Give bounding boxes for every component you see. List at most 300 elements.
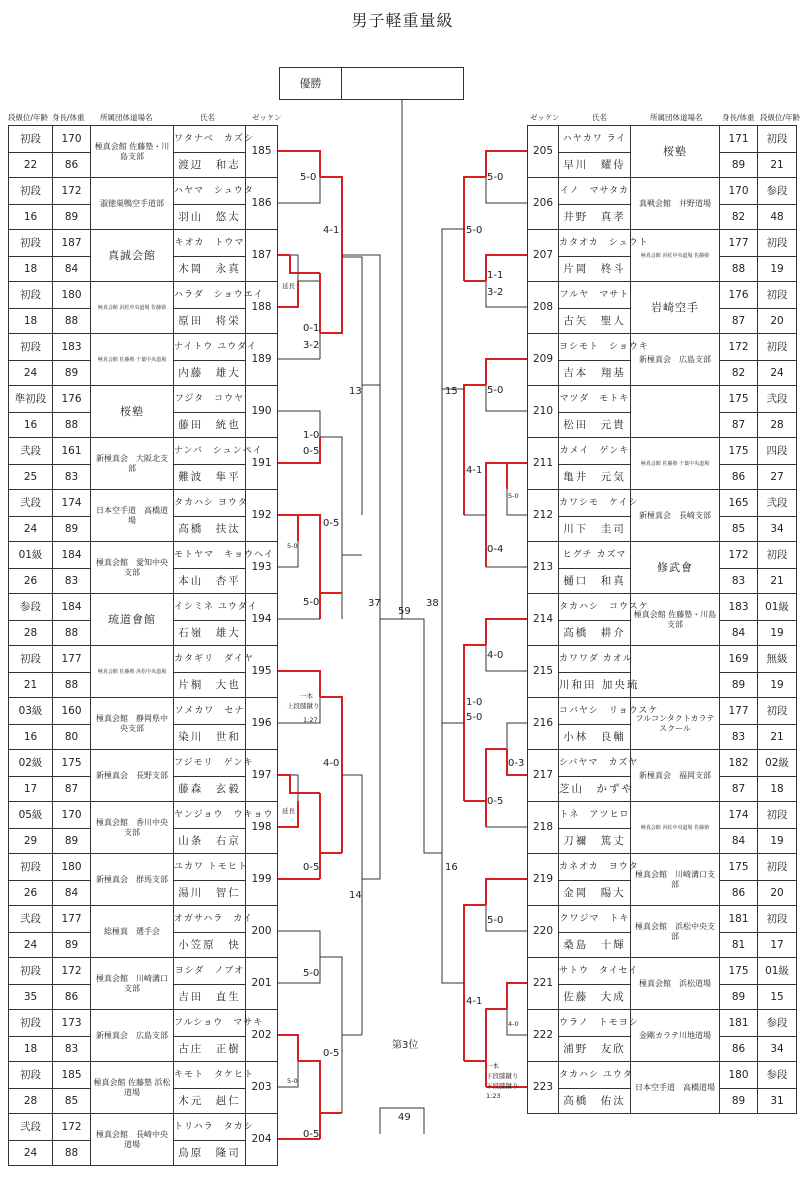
score-label: 0-3: [508, 758, 525, 769]
name-kanji: 内藤 雄大: [178, 367, 241, 379]
rank: 初段: [9, 1062, 52, 1089]
zekken-number: 210: [532, 405, 554, 417]
winner-path: [464, 385, 486, 515]
weight: 83: [731, 575, 746, 587]
score-label: 4-1: [466, 996, 483, 1007]
name-kana: イノ マサタカ: [559, 178, 630, 205]
score-label: 5-0: [300, 172, 317, 183]
age: 24: [23, 1147, 38, 1159]
weight: 87: [731, 315, 746, 327]
decision-label: 上段膝蹴り: [287, 702, 320, 710]
name-kanji: 樋口 和真: [563, 575, 626, 587]
weight: 84: [731, 627, 746, 639]
name-kana: モトヤマ キョウヘイ: [174, 542, 245, 569]
age: 27: [770, 471, 784, 483]
winner-path: [464, 645, 486, 801]
zekken-number: 206: [532, 197, 554, 209]
name-kanji: 高橋 耕介: [563, 627, 626, 639]
age: 16: [23, 419, 38, 431]
zekken-number: 187: [251, 249, 272, 261]
bracket-line: [442, 229, 464, 463]
weight: 83: [64, 1043, 79, 1055]
weight: 82: [731, 211, 746, 223]
height: 175: [720, 958, 757, 985]
zekken-number: 205: [532, 145, 554, 157]
score-label: 0-5: [303, 446, 320, 457]
score-label: 5-0: [303, 968, 320, 979]
name-kanji: 川下 圭司: [563, 523, 626, 535]
header-rank-age: 段級位/年齢: [760, 113, 801, 122]
club-name: 極真会館 川崎溝口支部: [635, 869, 715, 889]
name-kana: カメイ ゲンキ: [559, 438, 630, 465]
zekken-number: 189: [251, 353, 272, 365]
weight: 80: [64, 731, 79, 743]
weight: 84: [64, 263, 79, 275]
name-kanji: 金岡 陽大: [563, 887, 626, 899]
age: 18: [770, 783, 784, 795]
name-kanji: 小林 良輔: [563, 731, 626, 743]
height: 184: [53, 542, 90, 569]
score-label: 5-0: [466, 712, 483, 723]
winner-path: [486, 359, 527, 385]
age: 17: [23, 783, 38, 795]
score-label: 5-0: [287, 542, 298, 550]
rank: 四段: [758, 438, 796, 465]
zekken-number: 223: [532, 1081, 554, 1093]
name-kana: キモト タケヒト: [174, 1062, 245, 1089]
name-kana: タカハシ ヨウタ: [174, 490, 245, 517]
rank: 無級: [758, 646, 796, 673]
score-label: 5-0: [508, 492, 519, 500]
name-kanji: 片岡 柊斗: [563, 263, 626, 275]
name-kana: ウラノ トモヨシ: [559, 1010, 630, 1037]
height: 172: [720, 542, 757, 569]
height: 177: [53, 646, 90, 673]
header-height-weight: 身長/体重: [722, 113, 755, 122]
rank: 初段: [9, 334, 52, 361]
weight: 85: [731, 523, 746, 535]
rank: 弐段: [758, 490, 796, 517]
score-label: 4-1: [323, 225, 340, 236]
age: 15: [770, 991, 784, 1003]
name-kanji: 木元 赳仁: [178, 1095, 241, 1107]
height: 180: [53, 854, 90, 881]
height: 180: [53, 282, 90, 309]
weight: 83: [64, 471, 79, 483]
age: 28: [23, 1095, 38, 1107]
zekken-number: 186: [251, 197, 272, 209]
name-kanji: 川和田 加央琉: [559, 679, 640, 691]
bracket-line: [380, 100, 402, 619]
club-name: 極真会館 浜松中央道場 佐藤塾: [97, 304, 167, 311]
match-number: 59: [398, 606, 411, 617]
club-name: 極真会館 浜松中央道場 佐藤塾: [640, 252, 710, 259]
club-name: 新極真会 群馬支部: [96, 874, 168, 884]
age: 16: [23, 731, 38, 743]
rank: 初段: [758, 698, 796, 725]
club-name: 極真会館 川崎溝口支部: [96, 973, 168, 993]
club-name: 修武會: [657, 560, 693, 574]
bracket-line: [362, 385, 380, 879]
rank: 初段: [758, 334, 796, 361]
zekken-number: 193: [251, 561, 272, 573]
winner-path: [486, 879, 527, 905]
name-kana: イシミネ ユウダイ: [174, 594, 245, 621]
zekken-number: 213: [532, 561, 554, 573]
weight: 88: [64, 1147, 79, 1159]
club-name: 岩崎空手: [651, 300, 699, 314]
weight: 87: [64, 783, 79, 795]
name-kanji: 吉本 翔基: [563, 367, 626, 379]
name-kana: サトウ タイセイ: [559, 958, 630, 985]
score-label: 0-1: [303, 323, 320, 334]
name-kanji: 湯川 智仁: [178, 887, 241, 899]
zekken-number: 197: [251, 769, 272, 781]
rank: 01級: [9, 542, 52, 569]
club-name: 極真会館 浜松中央道場 佐藤塾: [640, 824, 710, 831]
club-name: 桜塾: [663, 144, 687, 158]
club-name: 新極真会 広島支部: [96, 1030, 168, 1040]
zekken-number: 196: [251, 717, 272, 729]
height: 177: [53, 906, 90, 933]
age: 34: [770, 523, 784, 535]
weight: 86: [64, 991, 79, 1003]
club-name: 新極真会 大阪北支部: [96, 453, 168, 473]
match-number: 15: [445, 386, 458, 397]
winner-path: [278, 1035, 298, 1061]
name-kanji: 染川 世和: [178, 731, 241, 743]
height: 183: [720, 594, 757, 621]
age: 22: [23, 159, 38, 171]
name-kanji: 藤森 玄毅: [178, 783, 241, 795]
zekken-number: 209: [532, 353, 554, 365]
weight: 84: [64, 887, 79, 899]
rank: 参段: [758, 1010, 796, 1037]
name-kanji: 難波 隼平: [178, 471, 241, 483]
age: 19: [770, 835, 784, 847]
rank: 01級: [758, 594, 796, 621]
name-kanji: 羽山 悠太: [178, 211, 241, 223]
club-name: 金剛カラテ川地道場: [639, 1030, 711, 1040]
rank: 初段: [758, 802, 796, 829]
zekken-number: 191: [251, 457, 272, 469]
name-kana: キオカ トウマ: [174, 230, 245, 257]
height: 172: [720, 334, 757, 361]
club-name: 極真会館 長崎中央道場: [96, 1129, 168, 1149]
club-name: 淑徳巣鴨空手道部: [100, 198, 164, 208]
age: 24: [770, 367, 784, 379]
name-kanji: 芝山 かずや: [559, 783, 634, 795]
height: 170: [53, 802, 90, 829]
score-label: 5-0: [487, 385, 504, 396]
bracket-line: [402, 463, 442, 853]
bracket-line: [342, 775, 362, 1035]
winner-path: [278, 515, 298, 541]
name-kana: シバヤマ カズヤ: [559, 750, 630, 777]
score-label: 1-0: [466, 697, 483, 708]
club-name: 極真会館 佐藤塾 千葉中央道場: [640, 460, 710, 467]
height: 160: [53, 698, 90, 725]
age: 25: [23, 471, 38, 483]
name-kanji: 高橋 扶汰: [178, 523, 241, 535]
age: 20: [770, 887, 784, 899]
rank: 01級: [758, 958, 796, 985]
weight: 86: [731, 471, 746, 483]
bracket-line: [442, 723, 464, 983]
age: 18: [23, 315, 38, 327]
height: 181: [720, 1010, 757, 1037]
score-label: 延長: [282, 282, 295, 290]
score-label: 5-0: [487, 915, 504, 926]
club-name: 新極真会 長崎支部: [639, 510, 711, 520]
rank: 弐段: [9, 438, 52, 465]
club-name: 琉道會館: [108, 612, 156, 626]
club-name: 総極真 選手会: [104, 926, 160, 936]
winner-path: [486, 749, 507, 827]
height: 170: [53, 126, 90, 153]
age: 31: [770, 1095, 784, 1107]
weight: 89: [64, 211, 79, 223]
name-kana: クワジマ トキ: [559, 906, 630, 933]
height: 187: [53, 230, 90, 257]
club-name: フルコンタクトカラテスクール: [635, 713, 715, 733]
name-kana: ハヤカワ ライ: [559, 126, 630, 153]
club-name: 極真会館 佐藤塾 千葉中央道場: [97, 356, 167, 363]
weight: 83: [64, 575, 79, 587]
name-kana: オガサハラ カイ: [174, 906, 245, 933]
club-name: 極真会館 佐藤塾 浜松道場: [93, 1077, 171, 1097]
weight: 82: [731, 367, 746, 379]
name-kanji: 鳥原 隆司: [178, 1147, 241, 1159]
third-place-label: 第3位: [392, 1040, 419, 1051]
age: 28: [23, 627, 38, 639]
name-kana: ヨシモト ショウキ: [559, 334, 630, 361]
zekken-number: 195: [251, 665, 272, 677]
weight: 89: [731, 159, 746, 171]
height: 176: [720, 282, 757, 309]
height: 175: [720, 854, 757, 881]
age: 24: [23, 367, 38, 379]
score-label: 4-0: [323, 758, 340, 769]
club-name: 極真会館 香川中央支部: [96, 817, 168, 837]
match-number: 38: [426, 598, 439, 609]
rank: 初段: [758, 854, 796, 881]
weight: 88: [64, 419, 79, 431]
name-kanji: 片桐 大也: [178, 679, 241, 691]
weight: 89: [64, 523, 79, 535]
bracket-line: [278, 255, 298, 281]
name-kanji: 刀禰 篤丈: [563, 835, 626, 847]
zekken-number: 211: [532, 457, 554, 469]
name-kana: タカハシ コウスケ: [559, 594, 630, 621]
name-kana: ソメカワ セナ: [174, 698, 245, 725]
club-name: 極真会館 浜松中央支部: [635, 921, 715, 941]
club-name: 極真会館 佐藤塾 浜松中央道場: [97, 668, 167, 675]
name-kanji: 古矢 聖人: [563, 315, 626, 327]
rank: 03級: [9, 698, 52, 725]
bracket-line: [342, 255, 380, 624]
zekken-number: 204: [251, 1133, 272, 1145]
winner-path: [278, 775, 320, 793]
score-label: 3-2: [487, 287, 504, 298]
club-name: 極真会館 浜松道場: [639, 978, 711, 988]
zekken-number: 217: [532, 769, 554, 781]
name-kana: トネ アツヒロ: [559, 802, 630, 829]
age: 26: [23, 887, 38, 899]
name-kana: ヨシダ ノブオ: [174, 958, 245, 985]
header-zekken: ゼッケン: [530, 113, 560, 122]
decision-label: 一本: [300, 692, 313, 700]
name-kanji: 高橋 佑汰: [563, 1095, 626, 1107]
age: 20: [770, 315, 784, 327]
name-kanji: 亀井 元気: [563, 471, 626, 483]
club-name: 新極真会 広島支部: [639, 354, 711, 364]
score-label: 3-2: [303, 340, 320, 351]
age: 19: [770, 679, 784, 691]
zekken-number: 199: [251, 873, 272, 885]
zekken-number: 214: [532, 613, 554, 625]
age: 21: [770, 731, 784, 743]
zekken-number: 212: [532, 509, 554, 521]
name-kanji: 佐藤 大成: [563, 991, 626, 1003]
zekken-number: 208: [532, 301, 554, 313]
age: 16: [23, 211, 38, 223]
score-label: 5-0: [466, 225, 483, 236]
decision-label: 下段膝蹴り: [486, 1072, 519, 1080]
height: 170: [720, 178, 757, 205]
age: 35: [23, 991, 38, 1003]
height: 177: [720, 230, 757, 257]
name-kanji: 藤田 統也: [178, 419, 241, 431]
height: 172: [53, 178, 90, 205]
name-kana: フジモリ ゲンキ: [174, 750, 245, 777]
height: 181: [720, 906, 757, 933]
age: 29: [23, 835, 38, 847]
height: 174: [53, 490, 90, 517]
header-club: 所属団体道場名: [100, 113, 153, 122]
name-kanji: 桑島 十輝: [563, 939, 626, 951]
winner-path: [320, 287, 342, 333]
height: 184: [53, 594, 90, 621]
height: 165: [720, 490, 757, 517]
age: 26: [23, 575, 38, 587]
name-kana: ワタナベ カズシ: [174, 126, 245, 153]
name-kana: タカハシ ユウタ: [559, 1062, 630, 1089]
age: 19: [770, 627, 784, 639]
rank: 05級: [9, 802, 52, 829]
weight: 88: [64, 627, 79, 639]
rank: 参段: [9, 594, 52, 621]
page-title: 男子軽重量級: [351, 11, 454, 30]
name-kana: マツダ モトキ: [559, 386, 630, 413]
match-number: 16: [445, 862, 458, 873]
rank: 準初段: [9, 386, 52, 413]
zekken-number: 185: [251, 145, 272, 157]
weight: 88: [731, 263, 746, 275]
rank: 初段: [758, 230, 796, 257]
winner-path: [278, 671, 320, 697]
age: 17: [770, 939, 784, 951]
match-number: 14: [349, 890, 362, 901]
rank: 初段: [9, 958, 52, 985]
name-kana: カワワダ カオル: [559, 646, 630, 673]
winner-path: [290, 255, 320, 273]
club-name: 日本空手道 高橋道場: [96, 505, 168, 525]
weight: 89: [731, 679, 746, 691]
name-kanji: 山条 右京: [178, 835, 241, 847]
champion-label: 優勝: [280, 68, 342, 99]
name-kana: フルショウ マサキ: [174, 1010, 245, 1037]
zekken-number: 216: [532, 717, 554, 729]
match-number: 37: [368, 598, 381, 609]
zekken-number: 203: [251, 1081, 272, 1093]
height: 169: [720, 646, 757, 673]
score-label: 5-0: [303, 597, 320, 608]
rank: 02級: [9, 750, 52, 777]
rank: 初段: [9, 178, 52, 205]
header-club: 所属団体道場名: [650, 113, 703, 122]
weight: 81: [731, 939, 746, 951]
match-number: 13: [349, 386, 362, 397]
age: 21: [23, 679, 38, 691]
rank: 初段: [9, 230, 52, 257]
winner-path: [464, 905, 486, 1061]
rank: 初段: [758, 542, 796, 569]
height: 183: [53, 334, 90, 361]
score-label: 4-0: [508, 1020, 519, 1028]
name-kana: ナイトウ ユウダイ: [174, 334, 245, 361]
club-name: 極真会館 佐藤塾・川島支部: [633, 609, 717, 629]
bracket-line: [320, 957, 342, 1113]
rank: 初段: [9, 646, 52, 673]
rank: 弐段: [758, 386, 796, 413]
weight: 89: [64, 939, 79, 951]
name-kana: コバヤシ リョウスケ: [559, 698, 630, 725]
zekken-number: 194: [251, 613, 272, 625]
rank: 参段: [758, 178, 796, 205]
name-kana: ユカワ トモヒト: [174, 854, 245, 881]
age: 21: [770, 159, 784, 171]
height: 175: [720, 438, 757, 465]
zekken-number: 222: [532, 1029, 554, 1041]
zekken-number: 207: [532, 249, 554, 261]
zekken-number: 219: [532, 873, 554, 885]
weight: 86: [731, 1043, 746, 1055]
height: 182: [720, 750, 757, 777]
decision-label: 1:23: [486, 1092, 501, 1100]
name-kanji: 井野 真孝: [563, 211, 626, 223]
bracket-line: [278, 775, 298, 801]
rank: 初段: [758, 282, 796, 309]
height: 175: [53, 750, 90, 777]
winner-path: [486, 619, 527, 645]
name-kana: カネオカ ヨウタ: [559, 854, 630, 881]
header-height-weight: 身長/体重: [52, 113, 85, 122]
age: 24: [23, 523, 38, 535]
weight: 89: [64, 835, 79, 847]
age: 21: [770, 575, 784, 587]
zekken-number: 200: [251, 925, 272, 937]
rank: 参段: [758, 1062, 796, 1089]
weight: 84: [731, 835, 746, 847]
age: 34: [770, 1043, 784, 1055]
score-label: 5-0: [487, 172, 504, 183]
height: 176: [53, 386, 90, 413]
weight: 88: [64, 315, 79, 327]
club-name: 極真会館 佐藤塾・川島支部: [94, 141, 170, 161]
rank: 弐段: [9, 1114, 52, 1141]
zekken-number: 192: [251, 509, 272, 521]
